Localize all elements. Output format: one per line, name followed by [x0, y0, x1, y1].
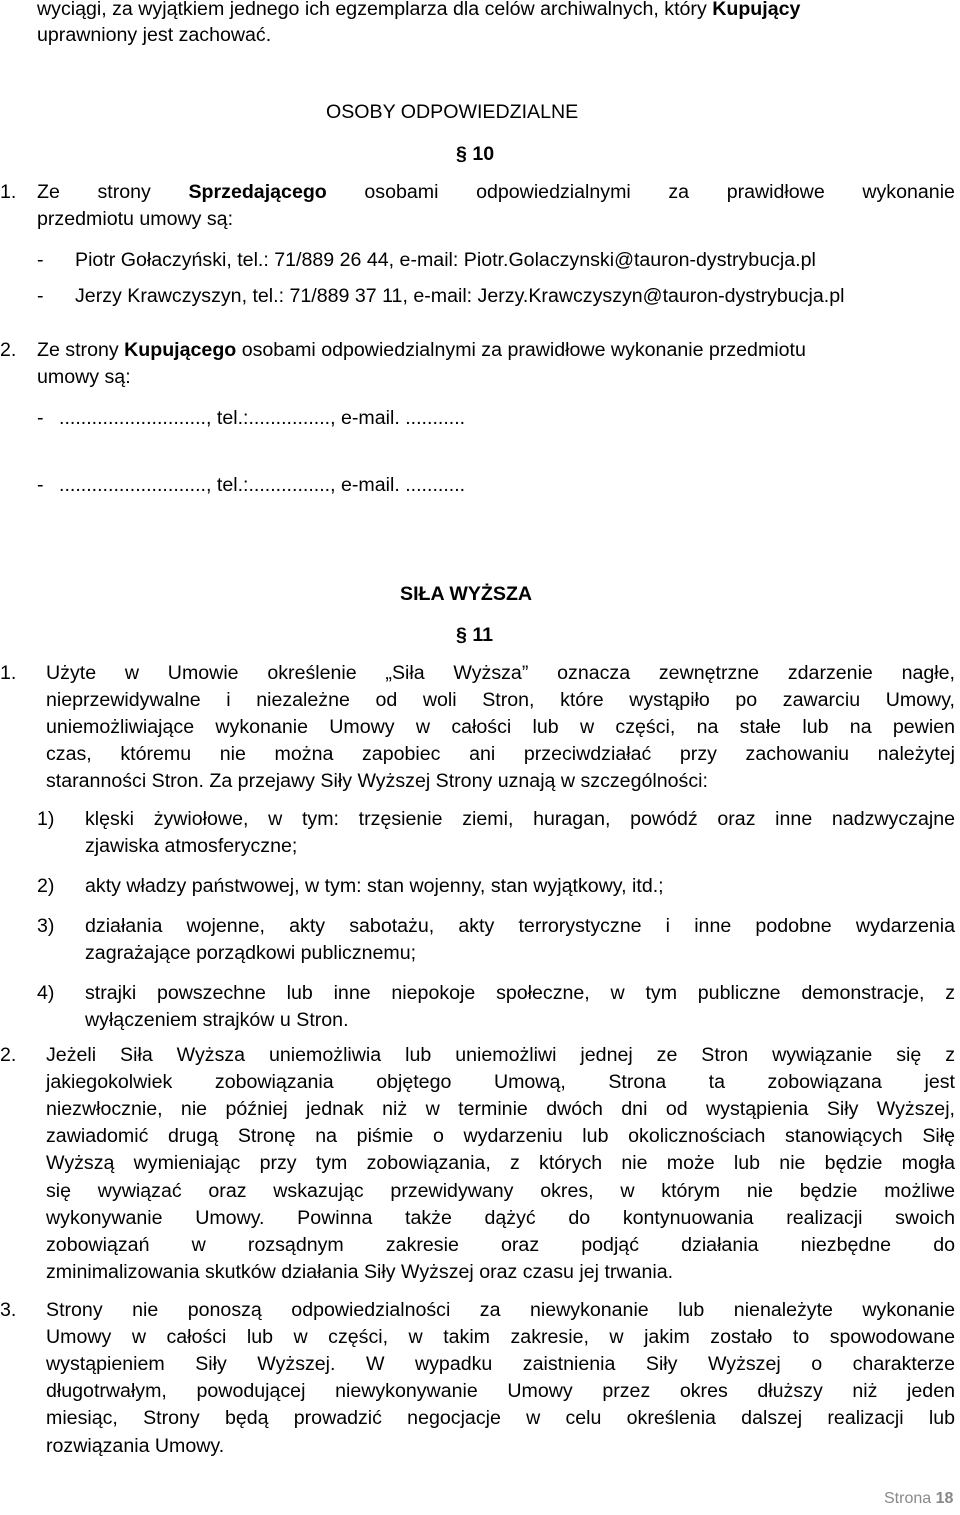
- subitem-number: 1): [37, 808, 55, 830]
- subitem-line: strajki powszechne lub inne niepokoje społeczne, w tym publiczne demonstracje, z: [85, 982, 955, 1004]
- item-2-text: osobami odpowiedzialnymi za prawidłowe wykonanie przedmiotu: [236, 339, 806, 361]
- paragraph-line: niezwłocznie, nie później jednak niż w terminie dwóch dni od wystąpienia Siły Wyższej,: [46, 1098, 955, 1121]
- item-1-word: za: [668, 181, 690, 203]
- paragraph-line: Jeżeli Siła Wyższa uniemożliwia lub uniemożliwi jednej ze Stron wywiązanie się z: [46, 1044, 955, 1066]
- top-line-1-text: wyciągi, za wyjątkiem jednego ich egzemplarza dla celów archiwalnych, który: [37, 0, 713, 20]
- paragraph-line: Użyte w Umowie określenie „Siła Wyższa” oznacza zewnętrzne zdarzenie nagłe,: [46, 662, 955, 684]
- subitem-last-line: zagrażające porządkowi publicznemu;: [85, 942, 417, 964]
- section-10-item-1-line-1: [37, 179, 955, 206]
- subitem-last-line: wyłączeniem strajków u Stron.: [85, 1009, 349, 1031]
- paragraph-line: jakiegokolwiek zobowiązania objętego Umową, Strona ta zobowiązana jest: [46, 1071, 955, 1094]
- top-line-2: uprawniony jest zachować.: [37, 24, 272, 46]
- item-1-word: Ze: [37, 181, 60, 203]
- paragraph-line: wystąpieniem Siły Wyższej. W wypadku zaistnienia Siły Wyższej o charakterze: [46, 1353, 955, 1376]
- section-10-item-2-line-2: umowy są:: [37, 366, 131, 388]
- page-footer: [884, 1490, 953, 1508]
- contact-seller-2: Jerzy Krawczyszyn, tel.: 71/889 37 11, e-mail: Jerzy.Krawczyszyn@tauron-dystrybucja.pl: [75, 285, 845, 307]
- item-1-word: prawidłowe: [726, 181, 825, 203]
- section-10-item-1-line-2: przedmiotu umowy są:: [37, 208, 234, 230]
- section-10-heading: OSOBY ODPOWIEDZIALNE: [326, 101, 579, 123]
- paragraph-line: uniemożliwiające wykonanie Umowy w całości lub w części, na stałe lub na pewien: [46, 716, 955, 738]
- subitem-last-line: akty władzy państwowej, w tym: stan wojenny, stan wyjątkowy, itd.;: [85, 875, 664, 897]
- footer-label: Strona: [884, 1490, 932, 1507]
- contact-dash: -: [37, 474, 44, 496]
- paragraph-last-line: zminimalizowania skutków działania Siły Wyższej oraz czasu jej trwania.: [46, 1260, 674, 1283]
- item-1-word: Sprzedającego: [188, 181, 327, 203]
- section-11-item-2-number: 2.: [0, 1044, 17, 1066]
- section-10-item-1-number: 1.: [0, 181, 17, 203]
- subitem-last-line: zjawiska atmosferyczne;: [85, 835, 298, 857]
- paragraph-line: Umowy w całości lub w części, w takim zakresie, w jakim zostało to spowodowane: [46, 1326, 955, 1349]
- section-11-heading: SIŁA WYŻSZA: [400, 583, 533, 605]
- paragraph-line: nieprzewidywalne i niezależne od woli Stron, które wystąpiło po zawarciu Umowy,: [46, 689, 955, 711]
- item-2-text: Ze strony: [37, 339, 125, 361]
- contact-dash: -: [37, 285, 44, 307]
- paragraph-last-line: staranności Stron. Za przejawy Siły Wyższej Strony uznają w szczególności:: [46, 770, 708, 792]
- item-2-bold: Kupującego: [124, 339, 237, 361]
- section-10-item-2-number: 2.: [0, 339, 17, 361]
- section-11-paragraph-sign: § 11: [456, 624, 494, 646]
- item-1-word: strony: [97, 181, 151, 203]
- item-1-word: osobami: [364, 181, 439, 203]
- paragraph-line: długotrwałym, powodującej niewykonywanie Umowy przez okres dłuższy niż jeden: [46, 1380, 955, 1403]
- top-line-1: [37, 0, 800, 23]
- top-line-1-bold: Kupujący: [712, 0, 801, 20]
- paragraph-line: zawiadomić drugą Stronę na piśmie o wydarzeniu lub okolicznościach stanowiących Siłę: [46, 1125, 955, 1148]
- subitem-line: klęski żywiołowe, w tym: trzęsienie ziemi, huragan, powódź oraz inne nadzwyczajne: [85, 808, 955, 830]
- paragraph-line: Wyższą wymieniając przy tym zobowiązania, z których nie może lub nie będzie mogła: [46, 1152, 955, 1175]
- subitem-number: 4): [37, 982, 55, 1004]
- section-11-item-3-number: 3.: [0, 1299, 17, 1321]
- subitem-number: 2): [37, 875, 55, 897]
- section-11-item-1-number: 1.: [0, 662, 17, 684]
- subitem-line: działania wojenne, akty sabotażu, akty terrorystyczne i inne podobne wydarzenia: [85, 915, 955, 937]
- contact-dash: -: [37, 407, 44, 429]
- contact-seller-1: Piotr Gołaczyński, tel.: 71/889 26 44, e-mail: Piotr.Golaczynski@tauron-dystrybucja.pl: [75, 249, 816, 271]
- paragraph-line: miesiąc, Strony będą prowadzić negocjacje w celu określenia dalszej realizacji lub: [46, 1407, 955, 1430]
- item-1-word: wykonanie: [862, 181, 955, 203]
- paragraph-line: Strony nie ponoszą odpowiedzialności za niewykonanie lub nienależyte wykonanie: [46, 1299, 955, 1321]
- paragraph-line: wykonywanie Umowy. Powinna także dążyć do kontynuowania realizacji swoich: [46, 1206, 955, 1229]
- subitem-number: 3): [37, 915, 55, 937]
- item-1-word: odpowiedzialnymi: [476, 181, 631, 203]
- paragraph-line: zobowiązań w rozsądnym zakresie oraz podjąć działania niezbędne do: [46, 1233, 955, 1256]
- footer-page-number: 18: [935, 1490, 954, 1507]
- paragraph-line: czas, któremu nie można zapobiec ani przeciwdziałać przy zachowaniu należytej: [46, 743, 955, 765]
- contact-buyer-2: ..........................., tel.:..............., e-mail. ...........: [59, 474, 466, 496]
- paragraph-line: się wywiązać oraz wskazując przewidywany okres, w którym nie będzie możliwe: [46, 1179, 955, 1202]
- paragraph-last-line: rozwiązania Umowy.: [46, 1434, 225, 1457]
- section-10-paragraph-sign: § 10: [456, 143, 495, 165]
- section-10-item-2-line-1: [37, 337, 806, 364]
- contact-buyer-1: ..........................., tel.:..............., e-mail. ...........: [59, 407, 466, 429]
- contact-dash: -: [37, 249, 44, 271]
